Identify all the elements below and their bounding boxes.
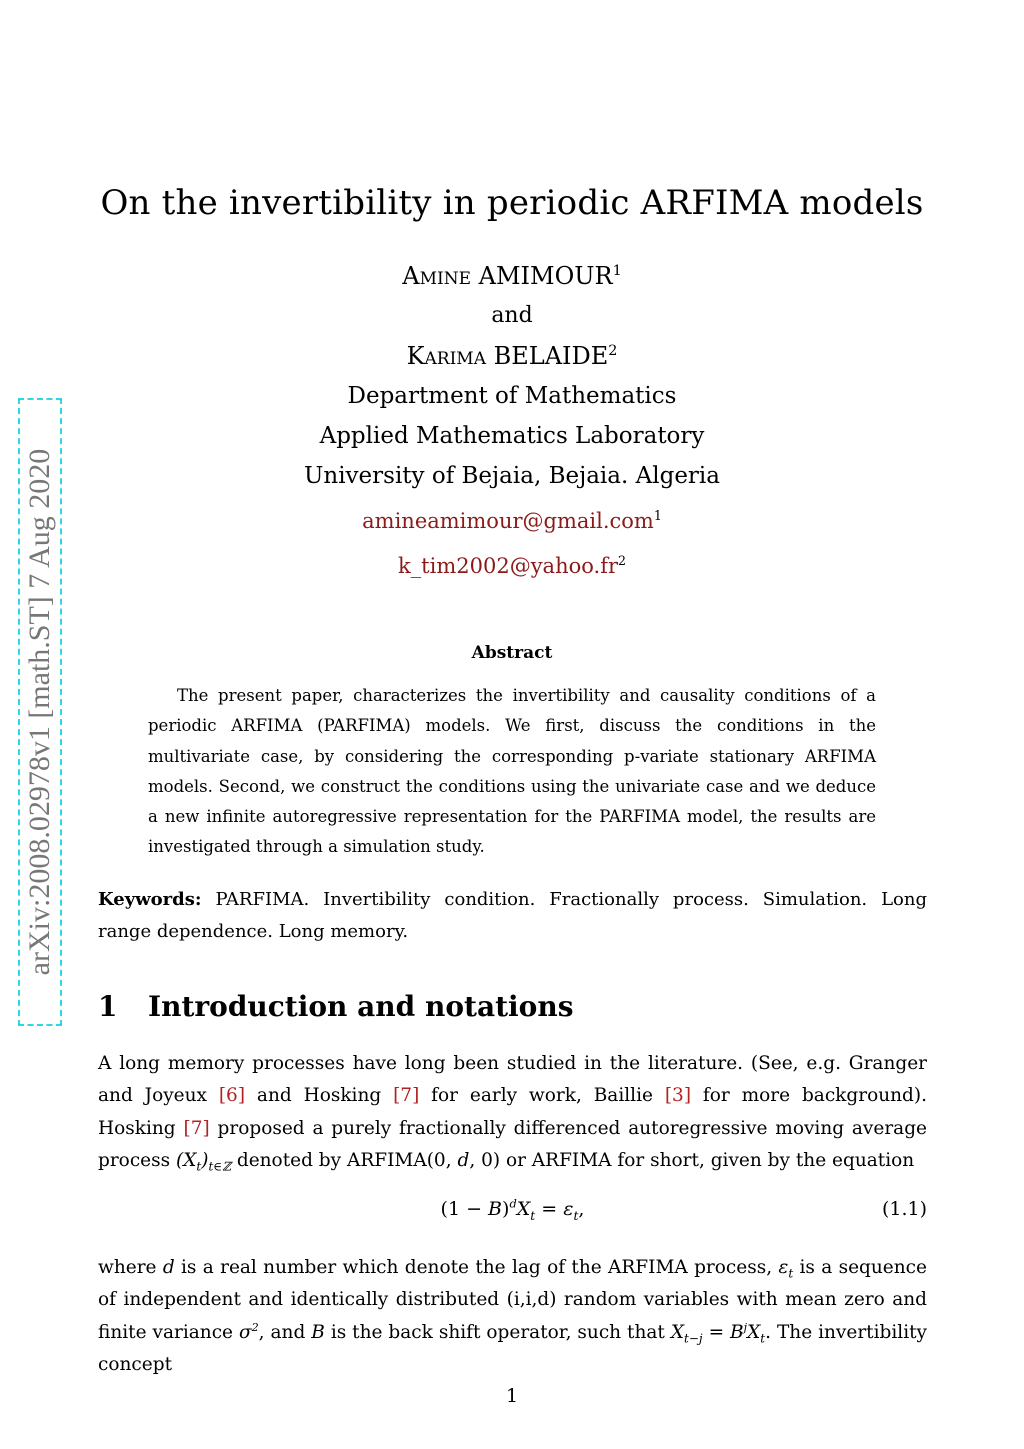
body-text: denoted by ARFIMA(0,	[230, 1150, 458, 1172]
equation-body: $(1 - B)^dX_t = \varepsilon_t$,	[440, 1196, 585, 1223]
math-sigma: $\sigma^2$	[238, 1320, 259, 1343]
email-line-1	[0, 509, 1024, 533]
body-text: where	[98, 1257, 163, 1278]
author-2-last-name: BELAIDE	[493, 342, 609, 370]
keywords-text: PARFIMA. Invertibility condition. Fractionally process. Simulation. Long range dependence. Long memory.	[98, 889, 927, 942]
abstract-text: The present paper, characterizes the invertibility and causality conditions of a periodic ARFIMA (PARFIMA) models. We first, discuss the conditions in the multivariate case, by considering the corresponding p-variate stationary ARFIMA models. Second, we construct the conditions using the univariate case and we deduce a new infinite autoregressive representation for the PARFIMA model, the results are investigated through a simulation study.	[148, 686, 876, 857]
author-2-superscript: 2	[608, 343, 618, 359]
email-link-1[interactable]: amineamimour@gmail.com	[362, 509, 654, 533]
email-link-2[interactable]: k_tim2002@yahoo.fr	[397, 554, 619, 578]
keywords	[98, 884, 927, 948]
section-title: Introduction and notations	[148, 990, 574, 1023]
body-text: for early work, Baillie	[419, 1085, 665, 1107]
section-number: 1	[98, 990, 118, 1023]
body-text: is the back shift operator, such that	[324, 1321, 671, 1343]
body-text: A long memory processes have long been studied in the literature. (See, e.g. Granger and Joyeux	[98, 1053, 927, 1107]
body-text: . The invertibility concept	[98, 1321, 928, 1376]
intro-paragraph-1	[98, 1048, 927, 1178]
math-d: d	[162, 1257, 175, 1278]
math-process: $(X_t)_{t\in ℤ}$	[176, 1150, 231, 1174]
citation-7[interactable]: [7]	[393, 1085, 420, 1107]
math-backshift: $X_{t-j} = B^jX_t$	[670, 1320, 766, 1346]
body-text: and Hosking	[245, 1085, 394, 1107]
intro-paragraph-2	[98, 1252, 927, 1382]
body-text: is a real number which denote the lag of the ARFIMA process,	[174, 1257, 779, 1278]
body-text: for more background). Hosking	[98, 1085, 927, 1139]
keywords-label: Keywords:	[98, 889, 202, 910]
author-1-first-name: Amine	[402, 262, 471, 290]
affiliation-university: University of Bejaia, Bejaia. Algeria	[304, 463, 720, 489]
citation-6[interactable]: [6]	[218, 1085, 246, 1107]
body-text: proposed a purely fractionally differenced autoregressive moving average process	[98, 1117, 927, 1172]
body-text: , and	[258, 1321, 312, 1343]
section-heading	[98, 990, 573, 1023]
author-1-last-name: AMIMOUR	[478, 262, 613, 290]
arxiv-stamp[interactable]	[18, 398, 62, 1026]
author-2	[0, 342, 1024, 370]
math-b: B	[311, 1321, 325, 1343]
author-connector: and	[491, 303, 533, 328]
math-epsilon: $\varepsilon_t$	[778, 1257, 794, 1281]
affiliation-laboratory: Applied Mathematics Laboratory	[319, 423, 705, 449]
author-1-superscript: 1	[612, 263, 622, 279]
math-d: d	[457, 1150, 470, 1172]
affiliation-department: Department of Mathematics	[347, 383, 677, 409]
email-2-superscript: 2	[618, 553, 627, 568]
author-2-first-name: Karima	[406, 342, 486, 370]
equation-number: (1.1)	[881, 1198, 927, 1220]
body-text: , 0) or ARFIMA for short, given by the equation	[469, 1150, 915, 1172]
paper-title: On the invertibility in periodic ARFIMA models	[100, 183, 924, 223]
abstract-body	[148, 681, 876, 863]
abstract-heading: Abstract	[471, 643, 553, 663]
arxiv-stamp-text: arXiv:2008.02978v1 [math.ST] 7 Aug 2020	[23, 448, 56, 976]
body-text: is a sequence of independent and identically distributed (i,i,d) random variables with mean zero and finite variance	[98, 1257, 927, 1343]
email-1-superscript: 1	[653, 508, 662, 523]
email-line-2	[0, 554, 1024, 578]
citation-7[interactable]: [7]	[183, 1117, 210, 1139]
author-1	[0, 262, 1024, 290]
page-number: 1	[505, 1385, 519, 1407]
equation-1-1	[98, 1198, 927, 1232]
citation-3[interactable]: [3]	[664, 1085, 692, 1107]
